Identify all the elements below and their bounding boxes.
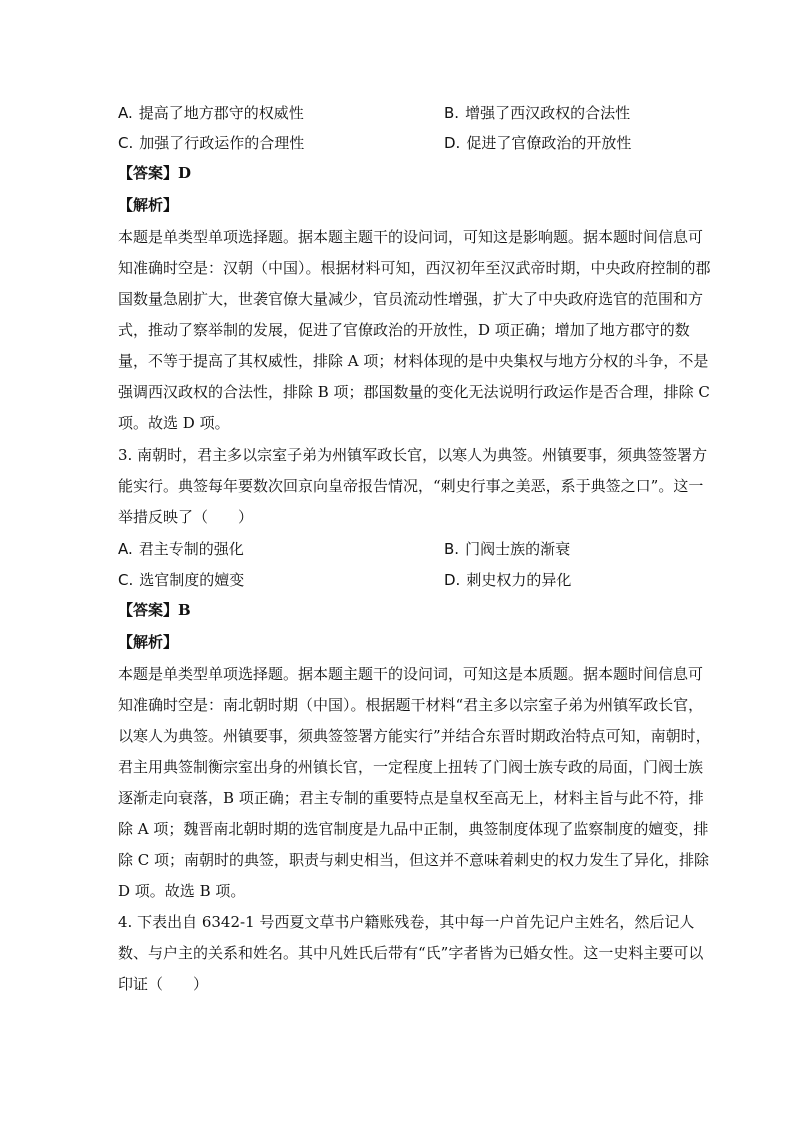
option-letter: A. <box>118 540 133 558</box>
stem-line: 4. 下表出自 6342-1 号西夏文草书户籍账残卷，其中每一户首先记户主姓名，然后记人 <box>118 913 695 931</box>
option-text: 选官制度的嬗变 <box>139 571 245 589</box>
option-letter: B. <box>444 540 460 558</box>
q2-answer: 【答案】D <box>118 164 192 182</box>
option-text: 君主专制的强化 <box>138 540 244 558</box>
q2-option-c <box>118 133 304 153</box>
q2-option-d <box>444 133 631 153</box>
stem-line: 能实行。典签每年要数次回京向皇帝报告情况，“刺史行事之美恶，系于典签之口”。这一 <box>118 477 704 495</box>
analysis-line: 量，不等于提高了其权威性，排除 A 项；材料体现的是中央集权与地方分权的斗争，不是 <box>118 352 709 370</box>
option-text: 提高了地方郡守的权威性 <box>138 104 304 122</box>
analysis-line: 除 C 项；南朝时的典签，职责与刺史相当，但这并不意味着刺史的权力发生了异化，排除 <box>118 851 710 869</box>
option-text: 加强了行政运作的合理性 <box>139 134 305 152</box>
analysis-line: 强调西汉政权的合法性，排除 B 项；郡国数量的变化无法说明行政运作是否合理，排除 C <box>118 383 710 401</box>
option-text: 增强了西汉政权的合法性 <box>465 104 631 122</box>
q3-option-c <box>118 570 244 590</box>
analysis-line: 项。故选 D 项。 <box>118 414 230 432</box>
q3-option-a <box>118 539 244 559</box>
q3-option-d <box>444 570 571 590</box>
option-letter: D. <box>444 571 461 589</box>
analysis-line: 国数量急剧扩大，世袭官僚大量减少，官员流动性增强，扩大了中央政府选官的范围和方 <box>118 290 704 308</box>
q3-answer: 【答案】B <box>118 601 191 619</box>
q2-analysis-label: 【解析】 <box>118 196 179 214</box>
option-text: 促进了官僚政治的开放性 <box>466 134 632 152</box>
q3-stem <box>118 440 708 533</box>
analysis-line: 知准确时空是：南北朝时期（中国）。根据题干材料“君主多以宗室子弟为州镇军政长官， <box>118 696 704 714</box>
analysis-line: 除 A 项；魏晋南北朝时期的选官制度是九品中正制，典签制度体现了监察制度的嬗变，排 <box>118 820 709 838</box>
option-letter: D. <box>444 134 461 152</box>
option-text: 刺史权力的异化 <box>466 571 572 589</box>
option-letter: A. <box>118 104 133 122</box>
analysis-line: 知准确时空是：汉朝（中国）。根据材料可知，西汉初年至汉武帝时期，中央政府控制的郡 <box>118 259 711 277</box>
analysis-line: 本题是单类型单项选择题。据本题主题干的设问词，可知这是本质题。据本题时间信息可 <box>118 665 704 683</box>
option-letter: C. <box>118 134 134 152</box>
stem-line: 印证（ ） <box>118 975 209 993</box>
q4-stem <box>118 907 704 1000</box>
option-letter: B. <box>444 104 460 122</box>
q2-option-b <box>444 103 630 123</box>
stem-line: 3. 南朝时，君主多以宗室子弟为州镇军政长官，以寒人为典签。州镇要事，须典签签署方 <box>118 446 708 464</box>
option-letter: C. <box>118 571 134 589</box>
stem-line: 举措反映了（ ） <box>118 508 254 526</box>
analysis-line: 君主用典签制衡宗室出身的州镇长官，一定程度上扭转了门阀士族专政的局面，门阀士族 <box>118 758 704 776</box>
analysis-line: 以寒人为典签。州镇要事，须典签签署方能实行”并结合东晋时期政治特点可知，南朝时， <box>118 727 711 745</box>
q2-option-a <box>118 103 304 123</box>
q3-analysis-label: 【解析】 <box>118 633 179 651</box>
stem-line: 数、与户主的关系和姓名。其中凡姓氏后带有“氏”字者皆为已婚女性。这一史料主要可以 <box>118 944 704 962</box>
q3-option-b <box>444 539 570 559</box>
analysis-line: 逐渐走向衰落，B 项正确；君主专制的重要特点是皇权至高无上，材料主旨与此不符，排 <box>118 789 704 807</box>
analysis-line: D 项。故选 B 项。 <box>118 882 246 900</box>
option-text: 门阀士族的渐衰 <box>465 540 571 558</box>
analysis-line: 式，推动了察举制的发展，促进了官僚政治的开放性，D 项正确；增加了地方郡守的数 <box>118 321 690 339</box>
q2-analysis <box>118 222 711 439</box>
q3-analysis <box>118 659 711 907</box>
analysis-line: 本题是单类型单项选择题。据本题主题干的设问词，可知这是影响题。据本题时间信息可 <box>118 228 704 246</box>
